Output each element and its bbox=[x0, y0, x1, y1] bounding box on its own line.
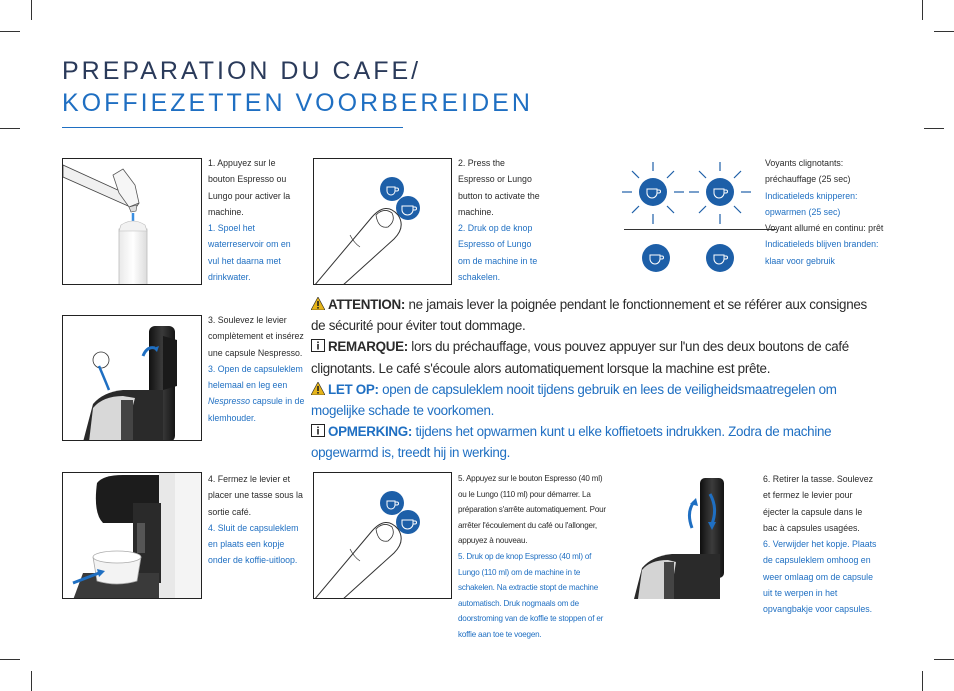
note-attention-text: ne jamais lever la poignée pendant le fonctionnement et se référer aux consignes de sécurité pour éviter tout dommage. bbox=[311, 297, 867, 334]
legend-text bbox=[765, 155, 885, 269]
step-3-text-nl bbox=[208, 361, 308, 426]
crop-mark bbox=[0, 128, 20, 129]
note-opmerking-text: tijdens het opwarmen kunt u elke koffietoets indrukken. Zodra de machine opgewarmd is, treedt hij in werking. bbox=[311, 424, 832, 461]
step-3-text-nl-a: 3. Open de capsuleklem helemaal en leg een bbox=[208, 363, 303, 391]
step-3-illustration bbox=[62, 315, 202, 441]
page-title-fr: PREPARATION DU CAFE/ bbox=[62, 57, 422, 85]
step-4-illustration bbox=[62, 472, 202, 599]
note-attention-label: ATTENTION: bbox=[328, 297, 406, 312]
step-2-illustration bbox=[313, 158, 452, 285]
crop-mark bbox=[0, 659, 20, 660]
note-opmerking bbox=[311, 421, 871, 463]
step-4-text-fr: 4. Fermez le levier et placer une tasse sous la sortie café. bbox=[208, 474, 303, 517]
title-underline bbox=[62, 127, 403, 128]
step-2-text bbox=[458, 155, 544, 285]
step-6-text-nl: 6. Verwijder het kopje. Plaats de capsuleklem omhoog en weer omlaag om de capsule uit te werpen in het opvangbakje voor capsules. bbox=[763, 539, 877, 615]
step-1-text-fr: 1. Appuyez sur le bouton Espresso ou Lungo pour activer la machine. bbox=[208, 158, 291, 217]
step-1-text bbox=[208, 155, 293, 285]
step-3-text bbox=[208, 312, 308, 426]
step-6-illustration bbox=[620, 472, 760, 599]
note-opmerking-label: OPMERKING: bbox=[328, 424, 413, 440]
note-let-op-text: open de capsuleklem nooit tijdens gebruik en lees de veiligheidsmaatregelen om mogelijke schade te voorkomen. bbox=[311, 381, 837, 419]
step-1-text-nl: 1. Spoel het waterreservoir om en vul het daarna met drinkwater. bbox=[208, 223, 291, 283]
step-5-text-fr: 5. Appuyez sur le bouton Espresso (40 ml) ou le Lungo (110 ml) pour démarrer. La préparation s'arrête automatiquement. Pour arrêter l'écoulement du café ou l'allonger, appuyez à nouveau. bbox=[458, 474, 606, 546]
crop-mark bbox=[924, 128, 944, 129]
step-6-text bbox=[763, 471, 878, 618]
notes-block bbox=[311, 294, 871, 464]
crop-mark bbox=[934, 659, 954, 660]
note-remarque-text: lors du préchauffage, vous pouvez appuyer sur l'un des deux boutons de café clignotants. Le café s'écoule alors automatiquement lorsque la machine est prête. bbox=[311, 339, 849, 376]
step-4-text-nl: 4. Sluit de capsuleklem en plaats een kopje onder de koffie-uitloop. bbox=[208, 522, 299, 566]
step-5-illustration bbox=[313, 472, 452, 599]
note-remarque-label: REMARQUE: bbox=[328, 339, 408, 355]
crop-mark bbox=[31, 671, 32, 691]
note-let-op bbox=[311, 379, 871, 421]
step-1-illustration bbox=[62, 158, 202, 285]
warning-icon bbox=[311, 382, 325, 395]
warning-icon bbox=[311, 297, 325, 310]
crop-mark bbox=[934, 31, 954, 32]
page-title-nl: KOFFIEZETTEN VOORBEREIDEN bbox=[62, 89, 533, 117]
crop-mark bbox=[31, 0, 32, 20]
step-5-text bbox=[458, 471, 612, 643]
crop-mark bbox=[922, 0, 923, 20]
indicator-illustration bbox=[620, 158, 760, 285]
note-let-op-label: LET OP: bbox=[328, 381, 379, 397]
crop-mark bbox=[0, 31, 20, 32]
step-5-text-nl: 5. Druk op de knop Espresso (40 ml) of Lungo (110 ml) om de machine in te schakelen. Na extractie stopt de machine automatisch. Druk nogmaals om de doorstroming van de koffie te stoppen of er koffie aan toe te voegen. bbox=[458, 551, 604, 639]
step-3-text-nl-b: capsule in de klemhouder. bbox=[208, 396, 305, 423]
step-2-text-fr: 2. Press the Espresso or Lungo button to activate the machine. bbox=[458, 158, 540, 217]
info-icon bbox=[311, 424, 325, 437]
legend-blink-fr: Voyants clignotants: préchauffage (25 sec) bbox=[765, 158, 851, 185]
legend-steady-nl: Indicatieleds blijven branden: klaar voor gebruik bbox=[765, 239, 879, 266]
legend-steady-fr: Voyant allumé en continu: prêt bbox=[765, 223, 884, 234]
legend-divider bbox=[624, 229, 776, 230]
info-icon bbox=[311, 339, 325, 352]
step-2-text-nl: 2. Druk op de knop Espresso of Lungo om de machine in te schakelen. bbox=[458, 223, 538, 283]
note-attention bbox=[311, 294, 871, 336]
step-3-text-fr: 3. Soulevez le levier complètement et insérez une capsule Nespresso. bbox=[208, 315, 304, 358]
step-6-text-fr: 6. Retirer la tasse. Soulevez et fermez le levier pour éjecter la capsule dans le bac à capsules usagées. bbox=[763, 474, 874, 533]
step-4-text bbox=[208, 471, 308, 569]
note-remarque bbox=[311, 336, 871, 378]
crop-mark bbox=[922, 671, 923, 691]
step-3-text-nl-brand: Nespresso bbox=[208, 396, 251, 407]
legend-blink-nl: Indicatieleds knipperen: opwarmen (25 sec) bbox=[765, 190, 858, 217]
